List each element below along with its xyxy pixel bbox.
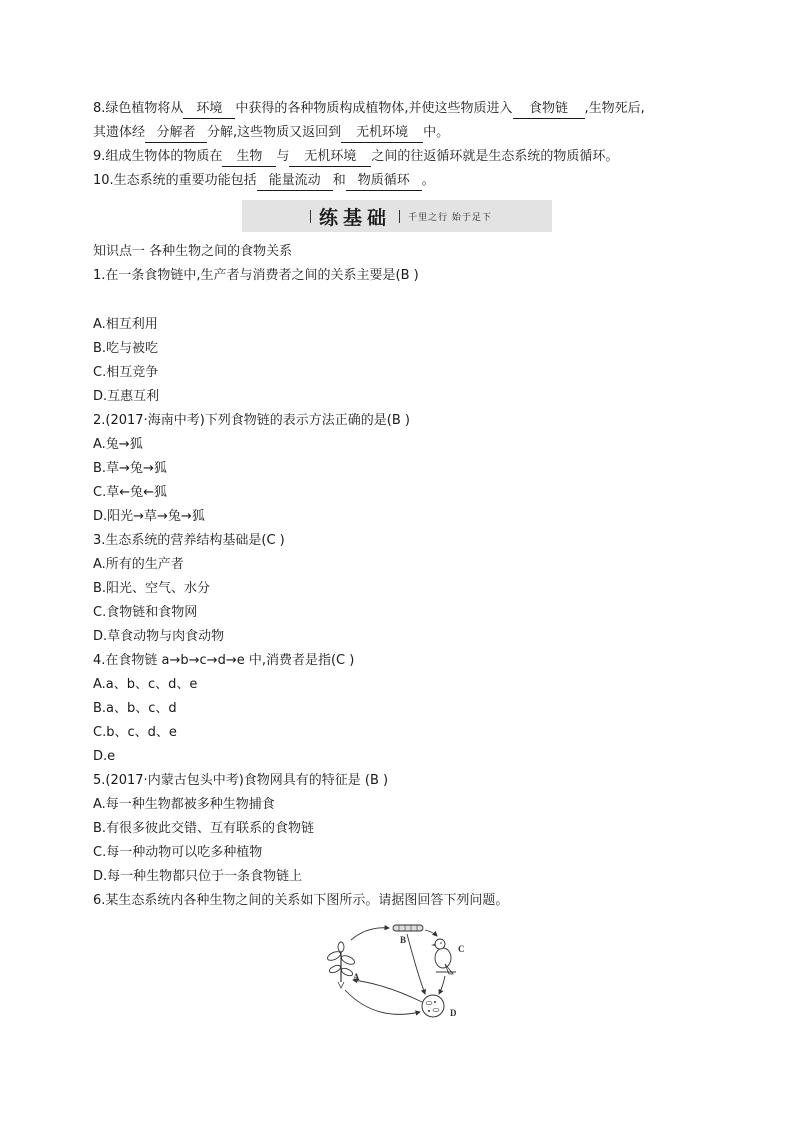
question-4-option-d: D.e <box>93 749 116 764</box>
q8-text-5: 分解,这些物质又返回到 <box>207 125 342 140</box>
question-5-option-d: D.每一种生物都只位于一条食物链上 <box>93 869 303 884</box>
q9-line <box>93 148 618 167</box>
question-4-option-c: C.b、c、d、e <box>93 725 177 740</box>
question-4-option-b: B.a、b、c、d <box>93 701 177 716</box>
bird-icon <box>431 939 456 974</box>
caterpillar-icon <box>393 925 423 931</box>
banner-title: 练基础 <box>319 206 392 229</box>
arrow-d-to-a <box>353 980 422 1002</box>
ecosystem-diagram-svg <box>325 922 485 1027</box>
arrow-c-to-d <box>439 976 445 994</box>
q8-blank-4: 无机环境 <box>341 124 423 143</box>
question-3-option-c: C.食物链和食物网 <box>93 605 198 620</box>
question-2-option-b: B.草→兔→狐 <box>93 461 167 476</box>
q9-blank-2: 无机环境 <box>289 148 371 167</box>
q8-text-3: ,生物死后, <box>584 101 645 116</box>
q10-line <box>93 172 435 191</box>
banner-motto: 千里之行 始于足下 <box>408 212 492 223</box>
q10-text-2: 和 <box>332 173 346 188</box>
arrow-b-to-d <box>407 934 425 994</box>
question-1-stem: 1.在一条食物链中,生产者与消费者之间的关系主要是(B ) <box>93 268 419 283</box>
question-2-option-c: C.草←兔←狐 <box>93 485 167 500</box>
question-5-option-c: C.每一种动物可以吃多种植物 <box>93 845 263 860</box>
q8-text-1: 8.绿色植物将从 <box>93 101 184 116</box>
question-5-stem: 5.(2017·内蒙古包头中考)食物网具有的特征是 (B ) <box>93 773 389 788</box>
question-1-option-a: A.相互利用 <box>93 317 158 332</box>
q10-text-3: 。 <box>421 173 435 188</box>
question-2-stem: 2.(2017·海南中考)下列食物链的表示方法正确的是(B ) <box>93 413 410 428</box>
question-5-option-a: A.每一种生物都被多种生物捕食 <box>93 797 275 812</box>
q8-blank-1: 环境 <box>183 100 235 119</box>
decomposer-icon <box>422 995 444 1017</box>
plant-icon <box>326 942 356 988</box>
question-1-option-d: D.互惠互利 <box>93 389 160 404</box>
q8-line-1 <box>93 100 645 119</box>
label-d: D <box>450 1008 457 1018</box>
q10-text-1: 10.生态系统的重要功能包括 <box>93 173 257 188</box>
q9-blank-1: 生物 <box>222 148 276 167</box>
q8-text-4: 其遗体经 <box>93 125 146 140</box>
label-c: C <box>458 944 465 954</box>
question-3-option-b: B.阳光、空气、水分 <box>93 581 211 596</box>
q9-text-1: 9.组成生物体的物质在 <box>93 149 223 164</box>
question-3-option-d: D.草食动物与肉食动物 <box>93 629 225 644</box>
q10-blank-2: 物质循环 <box>346 172 422 191</box>
q8-text-6: 中。 <box>423 125 450 140</box>
question-2-option-d: D.阳光→草→兔→狐 <box>93 509 205 524</box>
q9-text-3: 之间的往返循环就是生态系统的物质循环。 <box>371 149 619 164</box>
question-3-stem: 3.生态系统的营养结构基础是(C ) <box>93 533 285 548</box>
arrow-a-to-d <box>345 990 420 1014</box>
label-b: B <box>400 935 407 945</box>
q8-line-2 <box>93 124 449 143</box>
section-title: 知识点一 各种生物之间的食物关系 <box>93 244 293 259</box>
question-4-stem: 4.在食物链 a→b→c→d→e 中,消费者是指(C ) <box>93 653 355 668</box>
banner-divider <box>399 210 400 223</box>
q10-blank-1: 能量流动 <box>257 172 333 191</box>
ecosystem-diagram <box>325 922 485 1027</box>
question-6-stem: 6.某生态系统内各种生物之间的关系如下图所示。请据图回答下列问题。 <box>93 893 509 908</box>
q9-text-2: 与 <box>276 149 290 164</box>
question-2-option-a: A.兔→狐 <box>93 437 143 452</box>
banner-divider <box>310 210 311 223</box>
question-1-option-c: C.相互竞争 <box>93 365 159 380</box>
arrow-a-to-b <box>351 928 389 940</box>
arrow-b-to-c <box>425 930 437 936</box>
question-4-option-a: A.a、b、c、d、e <box>93 677 198 692</box>
question-3-option-a: A.所有的生产者 <box>93 557 184 572</box>
label-a: A <box>353 972 360 982</box>
question-1-option-b: B.吃与被吃 <box>93 341 159 356</box>
section-banner <box>242 200 552 232</box>
q8-blank-2: 食物链 <box>513 100 585 119</box>
question-5-option-b: B.有很多彼此交错、互有联系的食物链 <box>93 821 315 836</box>
q8-blank-3: 分解者 <box>145 124 207 143</box>
q8-text-2: 中获得的各种物质构成植物体,并使这些物质进入 <box>235 101 513 116</box>
